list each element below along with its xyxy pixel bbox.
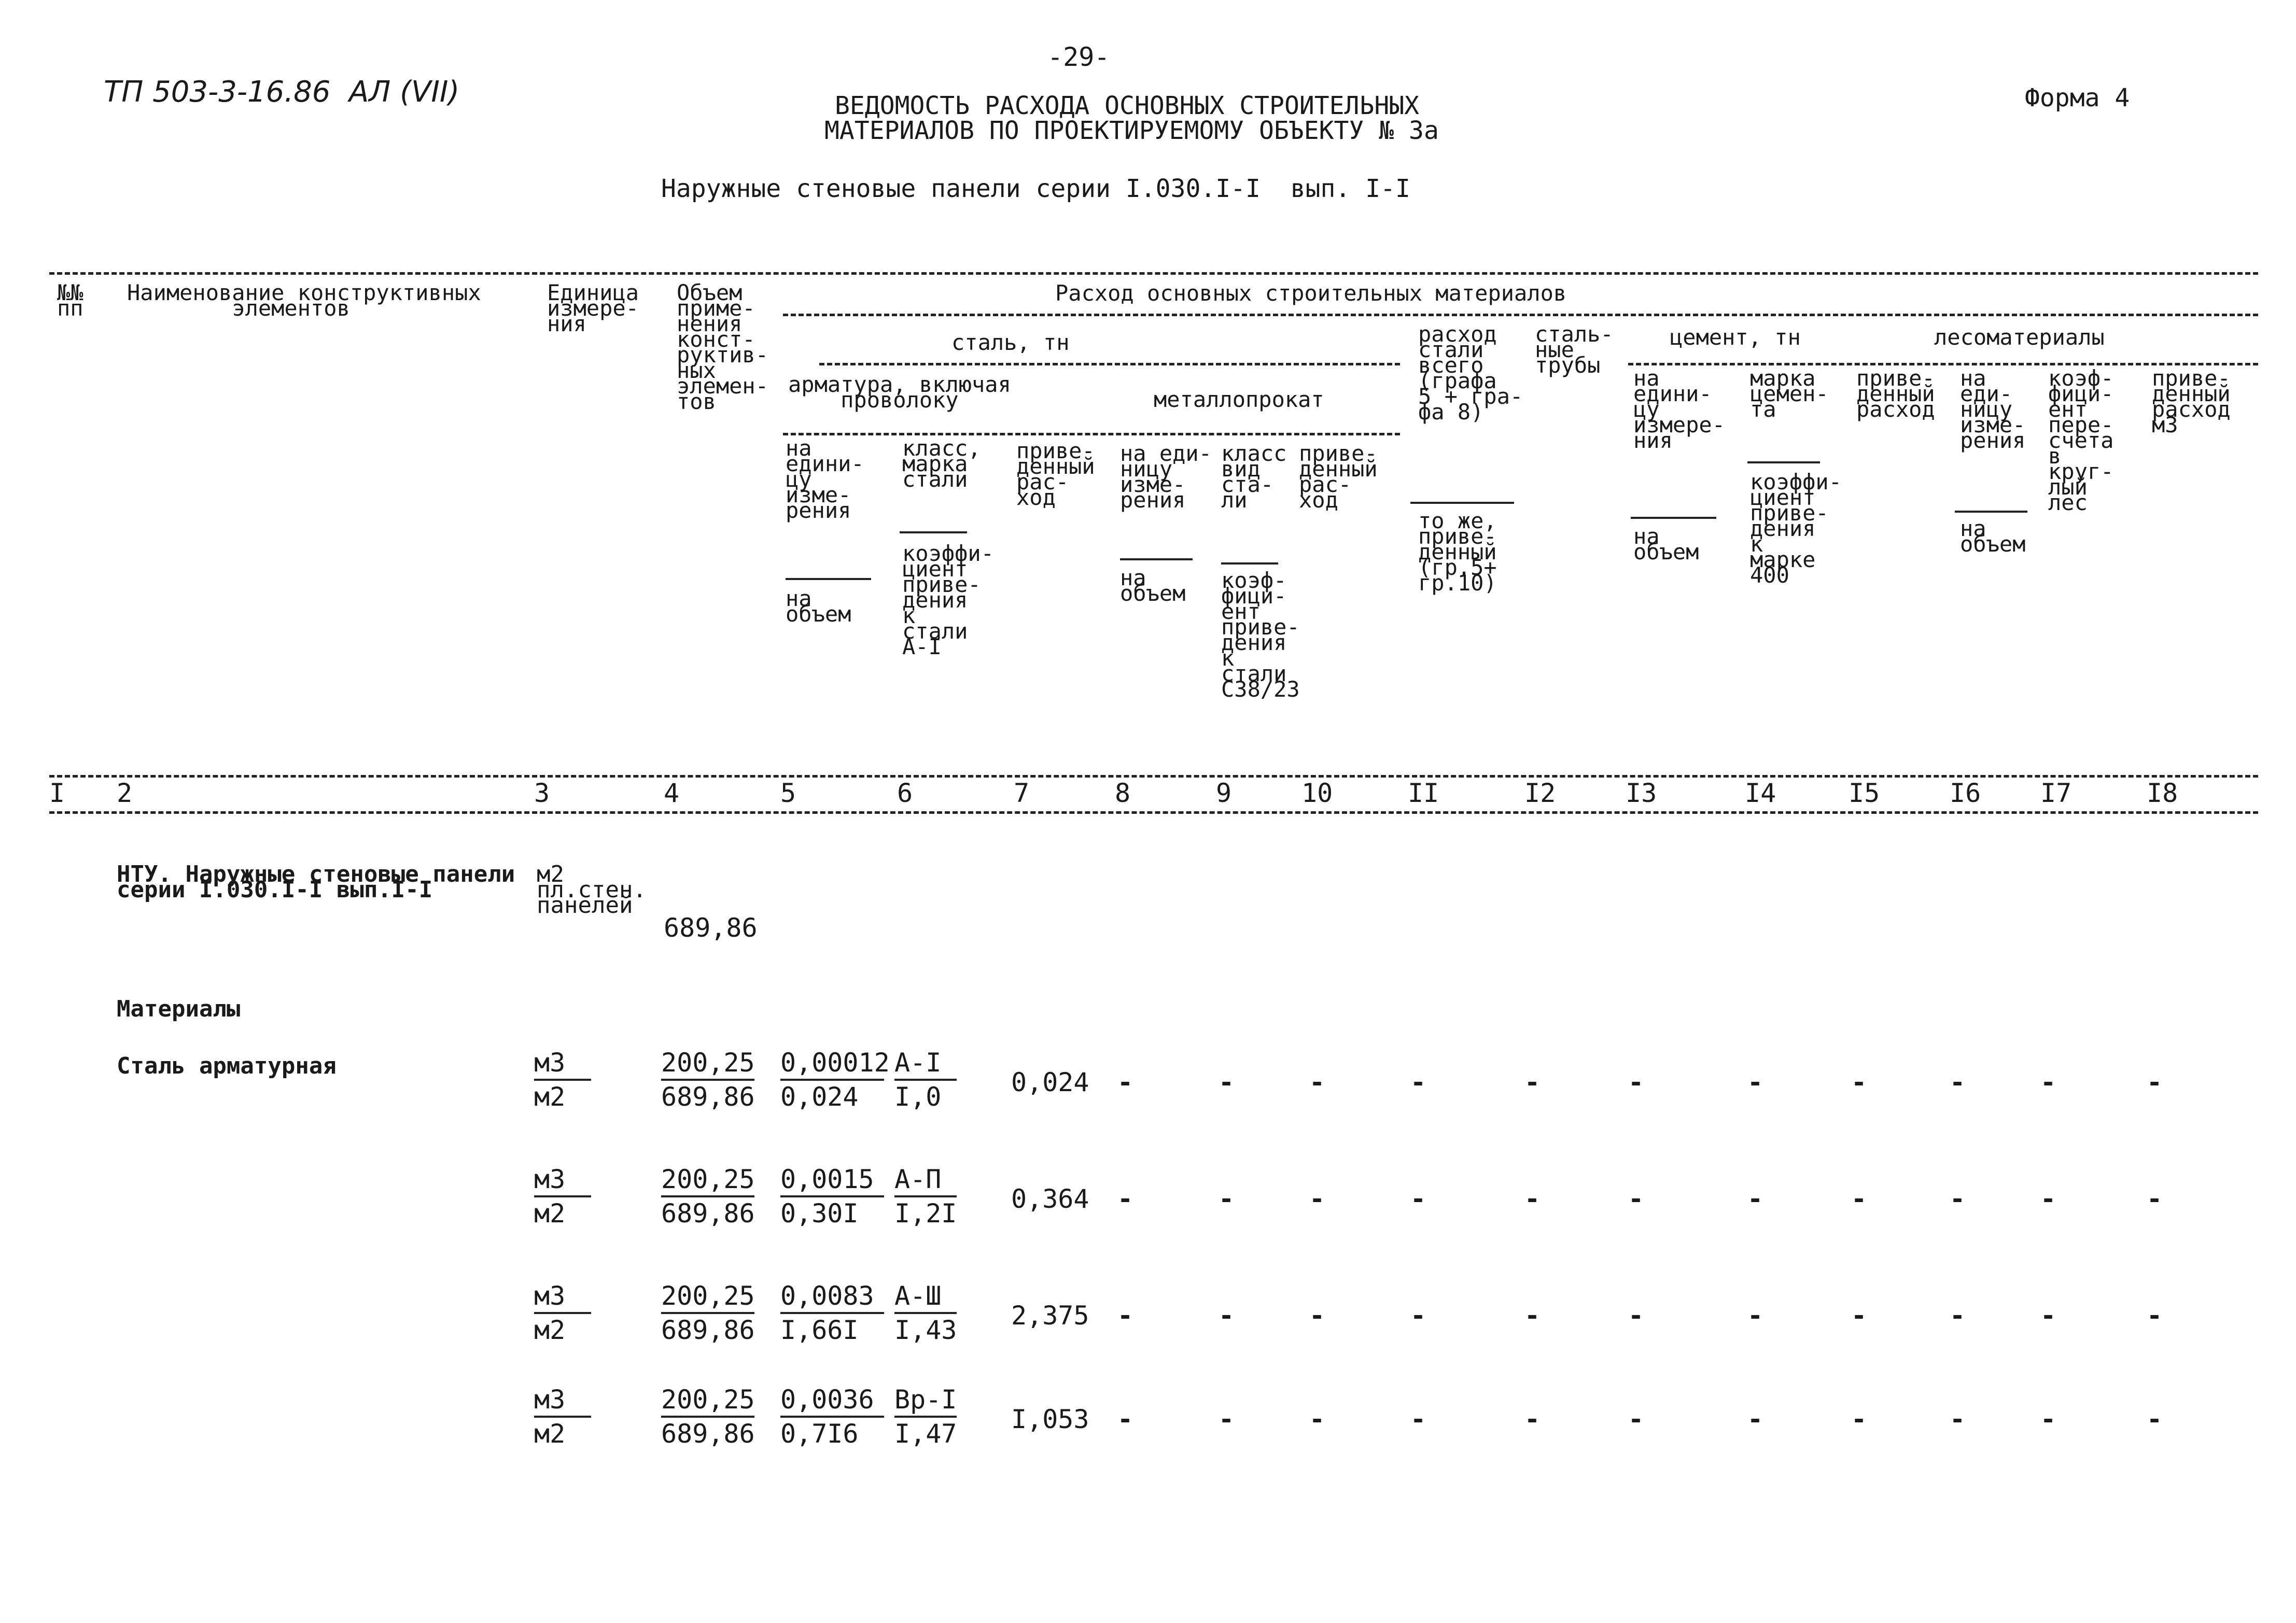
empty-cell-dash: - xyxy=(2147,1067,2163,1097)
c5-denominator: 0,7I6 xyxy=(780,1419,859,1449)
column-numbers-top-rule xyxy=(49,775,2258,778)
c5-denominator: I,66I xyxy=(780,1315,859,1345)
header-col-16-top: на еди- ницу изме- рения xyxy=(1960,365,2026,453)
c11-separator xyxy=(1410,502,1514,504)
c5-fraction-bar xyxy=(780,1079,884,1081)
c5-separator xyxy=(786,578,871,580)
reduced-consumption-value: I,053 xyxy=(1011,1404,1089,1434)
c6-numerator: А-I xyxy=(894,1048,942,1078)
unit-numerator: м3 xyxy=(534,1048,566,1078)
header-col-10: приве- денный рас- ход xyxy=(1299,441,1378,513)
header-col-13-bottom: на объем xyxy=(1633,524,1699,564)
column-number: I4 xyxy=(1745,778,1776,808)
unit-denominator: м2 xyxy=(534,1082,566,1112)
reduced-consumption-value: 2,375 xyxy=(1011,1301,1089,1331)
empty-cell-dash: - xyxy=(1628,1184,1644,1214)
c6-denominator: I,47 xyxy=(894,1419,957,1449)
empty-cell-dash: - xyxy=(1524,1404,1541,1434)
empty-cell-dash: - xyxy=(1628,1067,1644,1097)
column-number: I3 xyxy=(1626,778,1657,808)
header-top-rule xyxy=(49,272,2258,275)
unit-numerator: м3 xyxy=(534,1164,566,1194)
vol-fraction-bar xyxy=(661,1416,754,1418)
page-number: -29- xyxy=(1047,42,1110,72)
empty-cell-dash: - xyxy=(1524,1067,1541,1097)
c6-denominator: I,2I xyxy=(894,1198,957,1229)
title-line-2: МАТЕРИАЛОВ ПО ПРОЕКТИРУЕМОМУ ОБЪЕКТУ № 3а xyxy=(824,116,1439,145)
unit-fraction-bar xyxy=(534,1195,591,1197)
column-number: 7 xyxy=(1014,778,1030,808)
c5-fraction-bar xyxy=(780,1195,884,1197)
empty-cell-dash: - xyxy=(1410,1404,1426,1434)
title-line-1: ВЕДОМОСТЬ РАСХОДА ОСНОВНЫХ СТРОИТЕЛЬНЫХ xyxy=(835,91,1420,120)
empty-cell-dash: - xyxy=(2040,1184,2056,1214)
header-main-group: Расход основных строительных материалов xyxy=(1055,280,1567,306)
c5-numerator: 0,00012 xyxy=(780,1048,890,1078)
c16-separator xyxy=(1955,511,2027,513)
header-col-16-bottom: на объем xyxy=(1960,516,2026,557)
header-steel-group: сталь, тн xyxy=(951,330,1070,355)
column-number: I2 xyxy=(1524,778,1556,808)
empty-cell-dash: - xyxy=(1117,1301,1133,1331)
vol-numerator: 200,25 xyxy=(661,1048,755,1078)
empty-cell-dash: - xyxy=(1628,1301,1644,1331)
vol-denominator: 689,86 xyxy=(661,1198,755,1229)
c5-numerator: 0,0036 xyxy=(780,1385,874,1415)
item-label: Сталь арматурная xyxy=(117,1053,337,1079)
empty-cell-dash: - xyxy=(1219,1301,1235,1331)
empty-cell-dash: - xyxy=(1309,1301,1325,1331)
form-label: Форма 4 xyxy=(2025,83,2130,112)
column-number: 8 xyxy=(1115,778,1131,808)
empty-cell-dash: - xyxy=(1219,1067,1235,1097)
empty-cell-dash: - xyxy=(1851,1404,1867,1434)
header-col-12: сталь- ные трубы xyxy=(1535,321,1614,378)
column-number: 9 xyxy=(1216,778,1232,808)
header-col-13-top: на едини- цу измере- ния xyxy=(1633,365,1726,453)
empty-cell-dash: - xyxy=(1851,1184,1867,1214)
empty-cell-dash: - xyxy=(2040,1404,2056,1434)
header-col-3: Единица измере- ния xyxy=(547,280,639,336)
empty-cell-dash: - xyxy=(2147,1301,2163,1331)
empty-cell-dash: - xyxy=(1219,1404,1235,1434)
column-number: 6 xyxy=(897,778,913,808)
empty-cell-dash: - xyxy=(1851,1301,1867,1331)
header-cement-group: цемент, тн xyxy=(1670,324,1801,350)
unit-fraction-bar xyxy=(534,1312,591,1314)
header-col-17: коэф- фици- ент пере- счета в круг- лый лес xyxy=(2048,365,2114,515)
unit-numerator: м3 xyxy=(534,1281,566,1311)
column-number: I7 xyxy=(2040,778,2072,808)
column-number: 4 xyxy=(664,778,680,808)
c6-denominator: I,43 xyxy=(894,1315,957,1345)
column-numbers-bottom-rule xyxy=(49,811,2258,814)
empty-cell-dash: - xyxy=(1410,1067,1426,1097)
column-number: I5 xyxy=(1849,778,1880,808)
empty-cell-dash: - xyxy=(1410,1184,1426,1214)
document-stamp: ТП 503-3-16.86 АЛ (VII) xyxy=(104,75,460,109)
empty-cell-dash: - xyxy=(1950,1067,1966,1097)
empty-cell-dash: - xyxy=(1117,1184,1133,1214)
c9-separator xyxy=(1221,562,1278,564)
empty-cell-dash: - xyxy=(1524,1301,1541,1331)
empty-cell-dash: - xyxy=(1309,1184,1325,1214)
empty-cell-dash: - xyxy=(1410,1301,1426,1331)
reduced-consumption-value: 0,024 xyxy=(1011,1067,1089,1097)
column-number: 2 xyxy=(117,778,133,808)
header-col-4: Объем приме- нения конст- руктив- ных элемен- тов xyxy=(677,280,769,414)
empty-cell-dash: - xyxy=(1309,1404,1325,1434)
c6-separator xyxy=(900,531,967,533)
reduced-consumption-value: 0,364 xyxy=(1011,1184,1089,1214)
materials-label: Материалы xyxy=(117,996,241,1022)
header-col-6-bottom: коэффи- циент приве- дения к стали А-I xyxy=(902,541,995,659)
unit-fraction-bar xyxy=(534,1416,591,1418)
vol-denominator: 689,86 xyxy=(661,1419,755,1449)
c5-denominator: 0,30I xyxy=(780,1198,859,1229)
c6-numerator: А-Ш xyxy=(894,1281,942,1311)
header-col-5-top: на едини- цу изме- рения xyxy=(786,435,864,523)
unit-denominator: м2 xyxy=(534,1315,566,1345)
empty-cell-dash: - xyxy=(1117,1404,1133,1434)
c5-fraction-bar xyxy=(780,1416,884,1418)
header-col-8-bottom: на объем xyxy=(1120,565,1186,606)
empty-cell-dash: - xyxy=(1950,1404,1966,1434)
column-number: I8 xyxy=(2147,778,2178,808)
rebar-rolled-rule xyxy=(783,433,1400,435)
header-col-11-top: расход стали всего (графа 5 + гра- фа 8) xyxy=(1418,321,1523,425)
empty-cell-dash: - xyxy=(2040,1301,2056,1331)
c6-fraction-bar xyxy=(894,1079,957,1081)
c6-fraction-bar xyxy=(894,1195,957,1197)
header-rolled-group: металлопрокат xyxy=(1154,387,1324,412)
column-number: I6 xyxy=(1950,778,1981,808)
c14-separator xyxy=(1747,461,1820,463)
empty-cell-dash: - xyxy=(1117,1067,1133,1097)
c6-numerator: Вр-I xyxy=(894,1385,957,1415)
empty-cell-dash: - xyxy=(1950,1301,1966,1331)
unit-fraction-bar xyxy=(534,1079,591,1081)
header-col-9-top: класс вид ста- ли xyxy=(1221,441,1287,513)
empty-cell-dash: - xyxy=(2147,1404,2163,1434)
header-col-14-bottom: коэффи- циент приве- дения к марке 400 xyxy=(1750,469,1842,588)
unit-numerator: м3 xyxy=(534,1385,566,1415)
column-number: 3 xyxy=(534,778,550,808)
unit-denominator: м2 xyxy=(534,1419,566,1449)
empty-cell-dash: - xyxy=(1747,1301,1763,1331)
empty-cell-dash: - xyxy=(1747,1404,1763,1434)
header-rebar-group: арматура, включая проволоку xyxy=(788,372,1011,413)
empty-cell-dash: - xyxy=(1950,1184,1966,1214)
header-col-5-bottom: на объем xyxy=(786,586,851,627)
section-name: НТУ. Наружные стеновые панели серии I.030.I-I вып.I-I xyxy=(117,861,515,903)
header-col-15: приве- денный расход xyxy=(1856,365,1935,422)
empty-cell-dash: - xyxy=(1628,1404,1644,1434)
vol-fraction-bar xyxy=(661,1079,754,1081)
c5-numerator: 0,0083 xyxy=(780,1281,874,1311)
c6-fraction-bar xyxy=(894,1312,957,1314)
section-unit: м2 пл.стен. панелей xyxy=(537,861,647,919)
vol-numerator: 200,25 xyxy=(661,1281,755,1311)
header-col-1: №№ пп xyxy=(57,280,83,321)
vol-denominator: 689,86 xyxy=(661,1315,755,1345)
header-col-11-bottom: то же, приве- денный (гр.5+ гр.10) xyxy=(1418,508,1497,596)
c6-fraction-bar xyxy=(894,1416,957,1418)
c6-denominator: I,0 xyxy=(894,1082,942,1112)
header-col-6-top: класс, марка стали xyxy=(902,435,981,492)
section-volume: 689,86 xyxy=(664,913,758,943)
c5-denominator: 0,024 xyxy=(780,1082,859,1112)
vol-fraction-bar xyxy=(661,1312,754,1314)
empty-cell-dash: - xyxy=(2040,1067,2056,1097)
table-subtitle: Наружные стеновые панели серии I.030.I-I вып. I-I xyxy=(661,174,1410,203)
c13-separator xyxy=(1631,517,1716,519)
c5-fraction-bar xyxy=(780,1312,884,1314)
c5-numerator: 0,0015 xyxy=(780,1164,874,1194)
header-col-7: приве- денный рас- ход xyxy=(1016,438,1095,510)
header-col-9-bottom: коэф- фици- ент приве- дения к стали С38/23 xyxy=(1221,568,1300,702)
empty-cell-dash: - xyxy=(1747,1067,1763,1097)
main-group-rule xyxy=(783,314,2258,316)
empty-cell-dash: - xyxy=(1524,1184,1541,1214)
column-number: 5 xyxy=(780,778,796,808)
empty-cell-dash: - xyxy=(1851,1067,1867,1097)
empty-cell-dash: - xyxy=(1219,1184,1235,1214)
vol-fraction-bar xyxy=(661,1195,754,1197)
empty-cell-dash: - xyxy=(2147,1184,2163,1214)
unit-denominator: м2 xyxy=(534,1198,566,1229)
vol-numerator: 200,25 xyxy=(661,1164,755,1194)
vol-numerator: 200,25 xyxy=(661,1385,755,1415)
vol-denominator: 689,86 xyxy=(661,1082,755,1112)
steel-group-rule xyxy=(819,363,1400,365)
header-col-18: приве- денный расход м3 xyxy=(2152,365,2231,437)
empty-cell-dash: - xyxy=(1747,1184,1763,1214)
c8-separator xyxy=(1120,558,1193,560)
column-number: I xyxy=(49,778,65,808)
header-col-14-top: марка цемен- та xyxy=(1750,365,1829,422)
column-number: II xyxy=(1408,778,1439,808)
column-number: 10 xyxy=(1301,778,1333,808)
empty-cell-dash: - xyxy=(1309,1067,1325,1097)
header-col-2: Наименование конструктивных элементов xyxy=(127,280,481,321)
header-col-8-top: на еди- ницу изме- рения xyxy=(1120,441,1212,513)
c6-numerator: А-П xyxy=(894,1164,942,1194)
header-wood-group: лесоматериалы xyxy=(1934,324,2105,350)
